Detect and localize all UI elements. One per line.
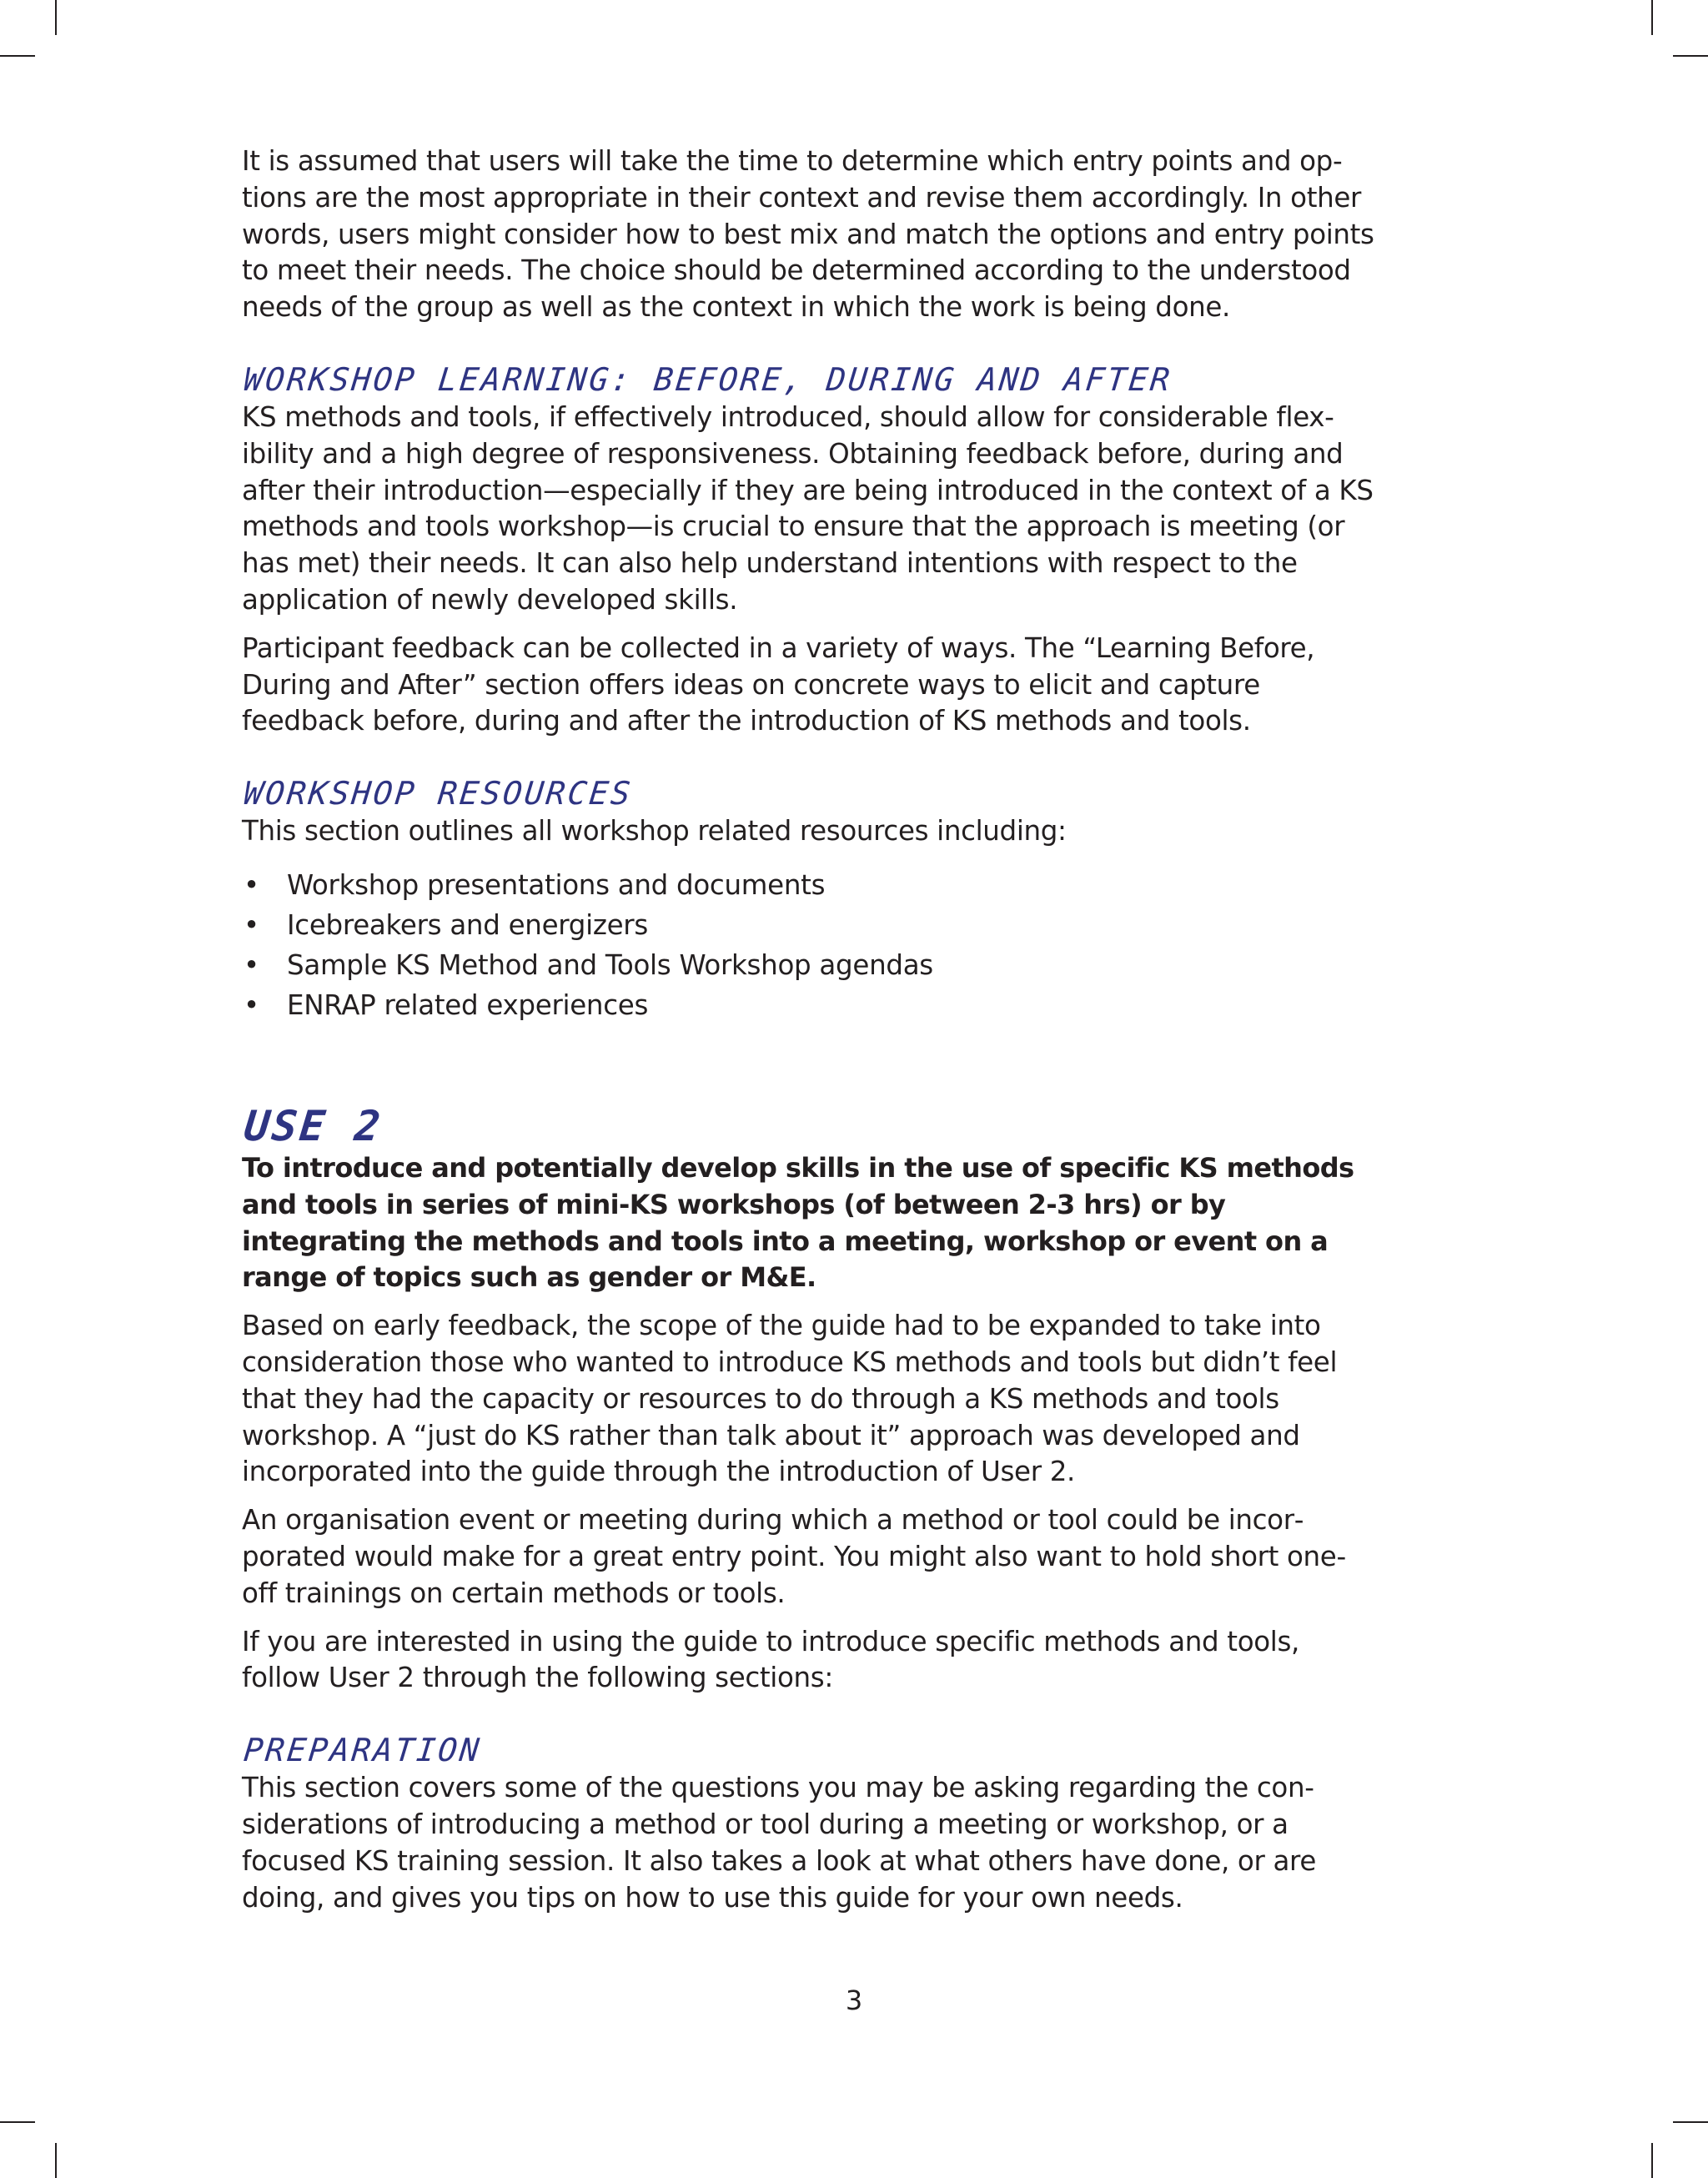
crop-mark-bottom-right-vertical — [1651, 2143, 1653, 2178]
crop-mark-top-right-horizontal — [1673, 55, 1708, 57]
list-item: • Sample KS Method and Tools Workshop agendas — [242, 945, 1376, 985]
list-item: • Workshop presentations and documents — [242, 865, 1376, 905]
crop-mark-bottom-left-vertical — [55, 2143, 57, 2178]
list-item: • Icebreakers and energizers — [242, 905, 1376, 945]
list-item: • ENRAP related experiences — [242, 985, 1376, 1025]
workshop-resources-heading: WORKSHOP RESOURCES — [242, 775, 635, 812]
crop-mark-bottom-left-horizontal — [0, 2121, 35, 2123]
crop-mark-top-right-vertical — [1651, 0, 1653, 35]
workshop-learning-paragraph-1: KS methods and tools, if effectively introduced, should allow for considerable flexibility and a high degree of responsiveness. Obtaining feedback before, during and after their introduction—especially if they are being introduced in the context of a KS methods and tools workshop—is crucial to ensure that the approach is meeting (or has met) their needs. It can also help understand intentions with respect to the application of newly developed skills. — [242, 400, 1374, 616]
preparation-heading: PREPARATION — [242, 1732, 484, 1769]
use-2-paragraph-3: If you are interested in using the guide to introduce specific methods and tools, follow User 2 through the following sections: — [242, 1625, 1300, 1694]
intro-paragraph: It is assumed that users will take the time to determine which entry points and options are the most appropriate in their context and revise them accordingly. In other words, users might consider how to best mix and match the options and entry points to meet their needs. The choice should be determined according to the understood needs of the group as well as the context in which the work is being done. — [242, 145, 1374, 324]
crop-mark-top-left-vertical — [55, 0, 57, 35]
use-2-paragraph-2: An organisation event or meeting during which a method or tool could be incorporated would make for a great entry point. You might also want to hold short one-off trainings on certain methods or tools. — [242, 1504, 1346, 1609]
use-2-lead: To introduce and potentially develop skills in the use of specific KS methods and tools in series of mini-KS workshops (of between 2-3 hrs) or by integrating the methods and tools into a meeting, workshop or event on a range of topics such as gender or M&E. — [242, 1151, 1354, 1294]
page-number: 3 — [845, 1984, 863, 2016]
page-content — [242, 143, 1376, 1916]
workshop-learning-heading: WORKSHOP LEARNING: BEFORE, DURING AND AFTER — [242, 360, 1174, 398]
crop-mark-top-left-horizontal — [0, 55, 35, 57]
preparation-paragraph: This section covers some of the questions you may be asking regarding the considerations of introducing a method or tool during a meeting or workshop, or a focused KS training session. It also takes a look at what others have done, or are doing, and gives you tips on how to use this guide for your own needs. — [242, 1772, 1316, 1914]
workshop-resources-intro: This section outlines all workshop related resources including: — [242, 815, 1067, 848]
workshop-learning-paragraph-2: Participant feedback can be collected in a variety of ways. The “Learning Before, During and After” section offers ideas on concrete ways to elicit and capture feedback before, during and after the introduction of KS methods and tools. — [242, 631, 1315, 737]
use-2-heading: USE 2 — [242, 1101, 385, 1150]
crop-mark-bottom-right-horizontal — [1673, 2121, 1708, 2123]
workshop-resources-list — [242, 865, 1376, 1025]
use-2-paragraph-1: Based on early feedback, the scope of the guide had to be expanded to take into consideration those who wanted to introduce KS methods and tools but didn’t feel that they had the capacity or resources to do through a KS methods and tools workshop. A “just do KS rather than talk about it” approach was developed and incorporated into the guide through the introduction of User 2. — [242, 1310, 1338, 1488]
